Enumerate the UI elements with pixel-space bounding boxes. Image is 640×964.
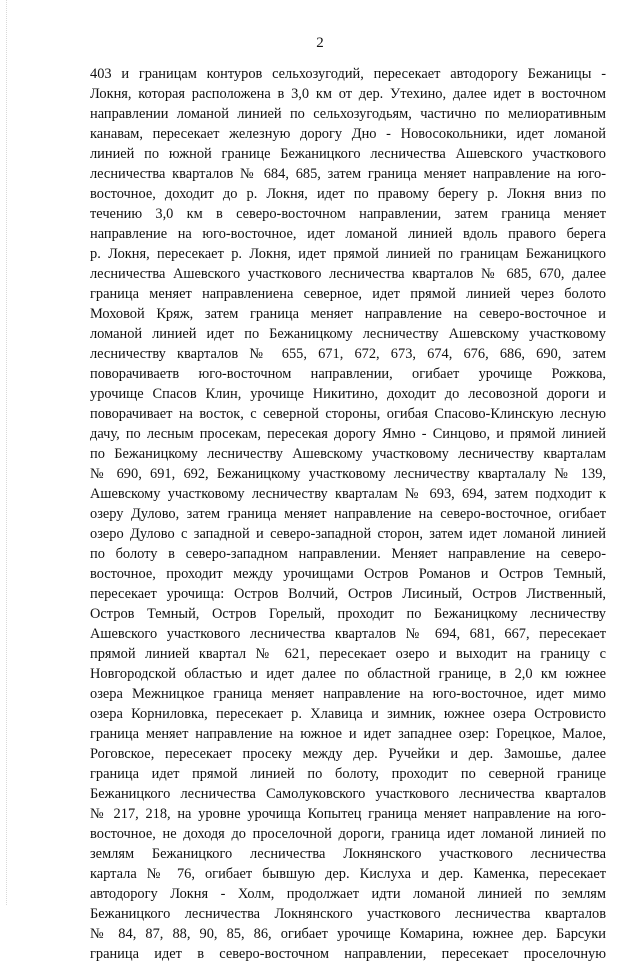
text-line: канавам, пересекает железную дорогу Дно - Новосокольники, идет ломаной bbox=[90, 126, 606, 142]
body-text bbox=[90, 64, 606, 964]
text-line: граница идет в северо-восточном направлении, пересекает проселочную bbox=[90, 946, 606, 962]
text-line: Остров Темный, Остров Горелый, проходит по Бежаницкому лесничеству bbox=[90, 606, 606, 622]
page-number: 2 bbox=[316, 35, 324, 51]
text-line: озеро Дулово с западной и северо-западной сторон, затем идет ломаной линией bbox=[90, 526, 606, 542]
text-line: Моховой Кряж, затем граница меняет направление на северо-восточное и bbox=[90, 306, 606, 322]
text-line: № 217, 218, на уровне урочища Копытец граница меняет направление на юго- bbox=[90, 806, 606, 822]
text-line: по Бежаницкому лесничеству Ашевскому участковому лесничеству кварталам bbox=[90, 446, 606, 462]
text-line: ломаной линией идет по Бежаницкому лесничеству Ашевскому участковому bbox=[90, 326, 606, 342]
text-line: пересекает урочища: Остров Волчий, Остров Лисиный, Остров Лиственный, bbox=[90, 586, 606, 602]
text-line: восточное, проходит между урочищами Остров Романов и Остров Темный, bbox=[90, 566, 606, 582]
text-line: лесничеству кварталов № 655, 671, 672, 673, 674, 676, 686, 690, затем bbox=[90, 346, 606, 362]
text-line: дачу, по лесным просекам, пересекая дорогу Ямно - Синцово, и прямой линией bbox=[90, 426, 606, 442]
text-line: озера Межницкое граница меняет направление на юго-восточное, идет мимо bbox=[90, 686, 606, 702]
text-line: граница меняет направлениена северное, идет прямой линией через болото bbox=[90, 286, 606, 302]
text-line: урочище Спасов Клин, урочище Никитино, доходит до лесовозной дороги и bbox=[90, 386, 606, 402]
text-line: № 690, 691, 692, Бежаницкому участковому лесничеству кварталалу № 139, bbox=[90, 466, 606, 482]
text-line: Локня, которая расположена в 3,0 км от дер. Утехино, далее идет в восточном bbox=[90, 86, 606, 102]
text-line: прямой линией квартал № 621, пересекает озеро и выходит на границу с bbox=[90, 646, 606, 662]
text-line: Бежаницкого лесничества Самолуковского участкового лесничества кварталов bbox=[90, 786, 606, 802]
text-line: Ашевскому участковому лесничеству кварталам № 693, 694, затем подходит к bbox=[90, 486, 606, 502]
text-line: Бежаницкого лесничества Локнянского участкового лесничества кварталов bbox=[90, 906, 606, 922]
text-line: лесничества Ашевского участкового лесничества кварталов № 685, 670, далее bbox=[90, 266, 606, 282]
text-line: 403 и границам контуров сельхозугодий, пересекает автодорогу Бежаницы - bbox=[90, 66, 606, 82]
text-line: граница меняет направление на южное и идет западнее озер: Горецкое, Малое, bbox=[90, 726, 606, 742]
text-line: лесничества кварталов № 684, 685, затем граница меняет направление на юго- bbox=[90, 166, 606, 182]
text-line: по болоту в северо-западном направлении. Меняет направление на северо- bbox=[90, 546, 606, 562]
text-line: автодорогу Локня - Холм, продолжает идти ломаной линией по землям bbox=[90, 886, 606, 902]
text-line: картала № 76, огибает бывшую дер. Кислуха и дер. Каменка, пересекает bbox=[90, 866, 606, 882]
text-line: Ашевского участкового лесничества кварталов № 694, 681, 667, пересекает bbox=[90, 626, 606, 642]
text-line: восточное, не доходя до проселочной дороги, граница идет ломаной линией по bbox=[90, 826, 606, 842]
text-line: восточное, доходит до р. Локня, идет по правому берегу р. Локня вниз по bbox=[90, 186, 606, 202]
text-line: озеру Дулово, затем граница меняет направление на северо-восточное, огибает bbox=[90, 506, 606, 522]
text-line: р. Локня, пересекает р. Локня, идет прямой линией по границам Бежаницкого bbox=[90, 246, 606, 262]
text-line: Новгородской областью и идет далее по областной границе, в 2,0 км южнее bbox=[90, 666, 606, 682]
text-line: землям Бежаницкого лесничества Локнянского участкового лесничества bbox=[90, 846, 606, 862]
text-line: поворачивает на восток, с северной стороны, огибая Спасово-Клинскую лесную bbox=[90, 406, 606, 422]
text-line: озера Корниловка, пересекает р. Хлавица и зимник, южнее озера Островисто bbox=[90, 706, 606, 722]
text-line: граница идет прямой линией по болоту, проходит по северной границе bbox=[90, 766, 606, 782]
scan-margin-artifact bbox=[6, 0, 8, 905]
text-line: направление на юго-восточное, идет ломаной линией вдоль правого берега bbox=[90, 226, 606, 242]
text-line: течению 3,0 км в северо-восточном направлении, затем граница меняет bbox=[90, 206, 606, 222]
text-line: № 84, 87, 88, 90, 85, 86, огибает урочище Комарина, южнее дер. Барсуки bbox=[90, 926, 606, 942]
text-line: Роговское, пересекает просеку между дер. Ручейки и дер. Замошье, далее bbox=[90, 746, 606, 762]
text-line: поворачиваетв юго-восточном направлении, огибает урочище Рожкова, bbox=[90, 366, 606, 382]
text-line: направлении ломаной линией по сельхозугодьям, частично по мелиоративным bbox=[90, 106, 606, 122]
text-line: линией по южной границе Бежаницкого лесничества Ашевского участкового bbox=[90, 146, 606, 162]
